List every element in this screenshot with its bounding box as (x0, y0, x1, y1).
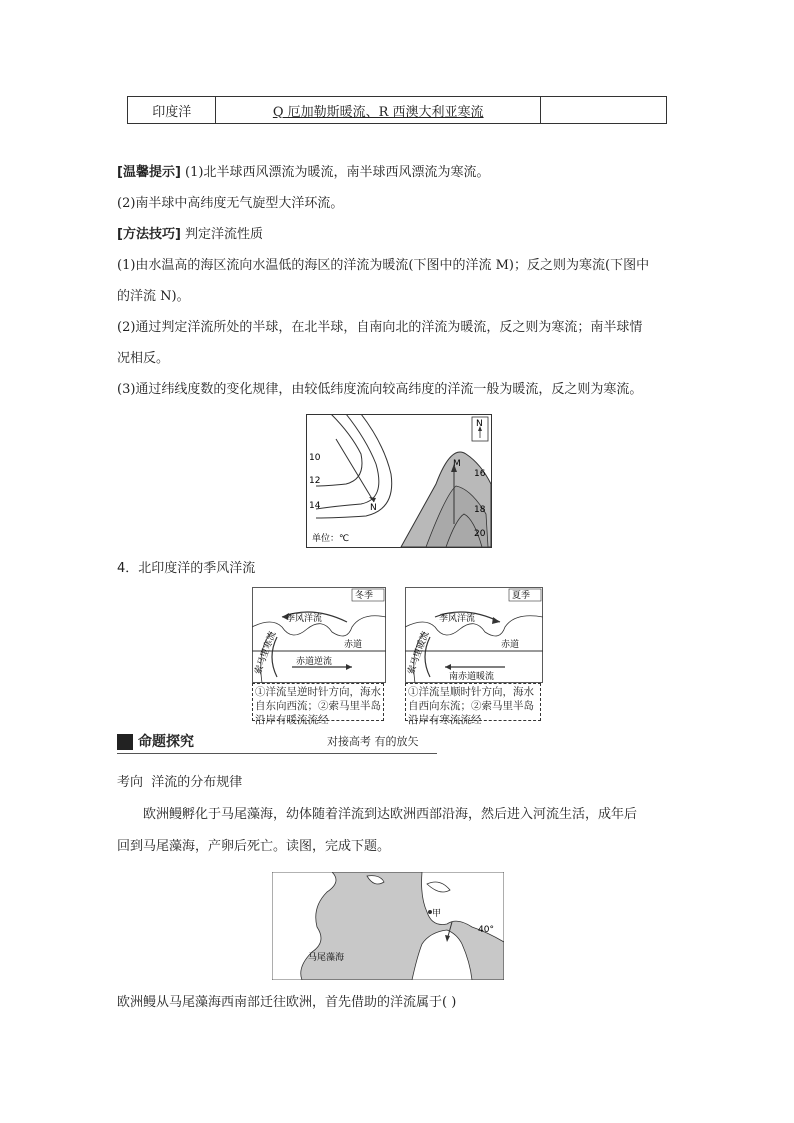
method-p1a: (1)由水温高的海区流向水温低的海区的洋流为暖流(下图中的洋流 M)；反之则为寒流(下图中 (117, 258, 650, 273)
winter-somali-label: 索马里寒流 (253, 630, 279, 677)
map-lat-label: 40° (478, 925, 494, 935)
method-p1b: 的洋流 N)。 (117, 289, 190, 304)
map-sea-label: 马尾藻海 (308, 953, 345, 963)
unit-label: 单位：℃ (312, 534, 350, 544)
winter-caption: ①洋流呈逆时针方向，海水 自东向西流；②索马里半岛 沿岸有暖流流经 (252, 683, 384, 721)
iso-label-12: 12 (309, 476, 321, 486)
iso-label-18: 18 (474, 505, 486, 515)
current-m-label: M (453, 459, 461, 469)
banner-rule (117, 753, 437, 754)
table-empty-cell (540, 97, 666, 124)
kaoxiang-heading: 考向 洋流的分布规律 (117, 775, 243, 790)
map-jia-label: 甲 (432, 909, 442, 919)
winter-equator-label: 赤道 (344, 640, 363, 650)
method-p2b: 况相反。 (117, 351, 170, 366)
summer-caption: ①洋流呈顺时针方向，海水 自西向东流；②索马里半岛 沿岸有寒流流经 (405, 683, 541, 721)
method-p2a: (2)通过判定洋流所处的半球，在北半球，自南向北的洋流为暖流，反之则为寒流；南半球情 (117, 320, 643, 335)
summer-monsoon-label: 季风洋流 (439, 614, 476, 624)
banner-title: 命题探究 (138, 734, 194, 750)
iso-label-16: 16 (474, 469, 486, 479)
section4-heading: 4．北印度洋的季风洋流 (117, 561, 256, 576)
section-banner (117, 732, 437, 756)
iso-label-10: 10 (309, 453, 321, 463)
current-table (127, 96, 667, 124)
table-currents-cell: Q 厄加勒斯暖流、R 西澳大利亚寒流 (216, 97, 540, 124)
iso-label-20: 20 (474, 529, 486, 539)
winter-monsoon-label: 季风洋流 (286, 614, 323, 624)
tip-line-1: [温馨提示] (1)北半球西风漂流为暖流，南半球西风漂流为寒流。 (117, 165, 490, 180)
summer-counter-label: 南赤道暖流 (449, 672, 495, 682)
summer-somali-label: 索马里暖流 (406, 630, 432, 677)
table-ocean-cell: 印度洋 (128, 97, 216, 124)
iso-label-14: 14 (309, 501, 321, 511)
winter-season-label: 冬季 (355, 591, 374, 601)
winter-counter-label: 赤道逆流 (296, 657, 333, 667)
method-heading: [方法技巧] 判定洋流性质 (117, 227, 264, 242)
summer-equator-label: 赤道 (501, 640, 520, 650)
summer-season-label: 夏季 (512, 591, 531, 601)
method-p3: (3)通过纬线度数的变化规律，由较低纬度流向较高纬度的洋流一般为暖流，反之则为寒流。 (117, 382, 643, 397)
winter-map (252, 587, 386, 724)
question-stem: 欧洲鳗从马尾藻海西南部迁往欧洲，首先借助的洋流属于( ) (117, 995, 457, 1010)
isotherm-map (306, 414, 492, 548)
winter-map-drawing (252, 587, 386, 683)
north-arrow-icon: N (476, 419, 483, 429)
question-p1b: 回到马尾藻海，产卵后死亡。读图，完成下题。 (117, 839, 391, 854)
banner-slogan: 对接高考 有的放矢 (327, 735, 419, 748)
banner-square-icon (117, 734, 133, 750)
question-p1a: 欧洲鳗孵化于马尾藻海，幼体随着洋流到达欧洲西部沿海，然后进入河流生活，成年后 (143, 807, 638, 822)
tip-line-2: (2)南半球中高纬度无气旋型大洋环流。 (117, 196, 344, 211)
current-n-label: N (370, 503, 377, 513)
summer-map (405, 587, 543, 724)
summer-map-drawing (405, 587, 543, 683)
atlantic-map (272, 872, 504, 980)
